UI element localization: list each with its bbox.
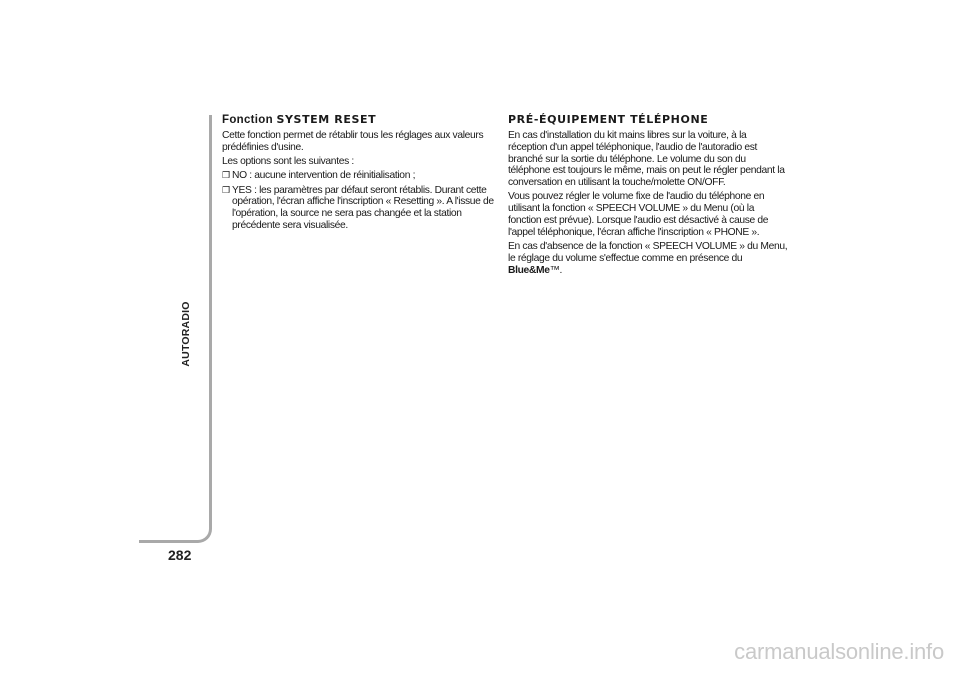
- option-bullet-yes: [222, 185, 494, 232]
- paragraph-text: En cas d'absence de la fonction « SPEECH VOLUME » du Menu, le réglage du volume s'effectue comme en présence du: [508, 241, 788, 264]
- heading-text: PRÉ-ÉQUIPEMENT TÉLÉPHONE: [508, 113, 709, 126]
- checkbox-bullet-icon: ❒: [222, 184, 230, 195]
- bullet-text: YES : les paramètres par défaut seront rétablis. Durant cette opération, l'écran affiche l'inscription « Resetting ». A l'issue de l'opération, la source ne sera pas changée et la station précédente sera visualisée.: [232, 184, 494, 232]
- page-margin-frame: [139, 115, 212, 543]
- section-label: AUTORADIO: [180, 301, 192, 367]
- page-number: 282: [168, 547, 192, 563]
- system-reset-heading: [222, 113, 494, 127]
- brand-name: Blue&Me: [508, 264, 550, 276]
- paragraph: En cas d'installation du kit mains libres sur la voiture, à la réception d'un appel téléphonique, l'audio de l'autoradio est branché sur la sortie du téléphone. Le volume du son du téléphone est toujours le même, mais on peut le régler pendant la conversation en utilisant la touche/molette ON/OFF.: [508, 130, 785, 189]
- paragraph: Les options sont les suivantes :: [222, 156, 354, 168]
- phone-preinstall-heading: [508, 113, 788, 127]
- right-column: [508, 113, 788, 279]
- watermark: carmanualsonline.info: [734, 639, 944, 664]
- heading-prefix: Fonction: [222, 114, 277, 126]
- heading-function-name: SYSTEM RESET: [276, 113, 377, 126]
- option-bullet-no: [222, 170, 494, 182]
- left-column: [222, 113, 494, 234]
- bullet-text: NO : aucune intervention de réinitialisation ;: [232, 170, 416, 182]
- paragraph: [508, 241, 788, 276]
- paragraph: Cette fonction permet de rétablir tous les réglages aux valeurs prédéfinies d'usine.: [222, 130, 484, 153]
- brand-suffix: ™.: [549, 264, 563, 276]
- checkbox-bullet-icon: ❒: [222, 170, 230, 181]
- paragraph: Vous pouvez régler le volume fixe de l'audio du téléphone en utilisant la fonction « SPEECH VOLUME » du Menu (où la fonction est prévue). Lorsque l'audio est désactivé à cause de l'appel téléphonique, l'écran affiche l'inscription « PHONE ».: [508, 191, 769, 238]
